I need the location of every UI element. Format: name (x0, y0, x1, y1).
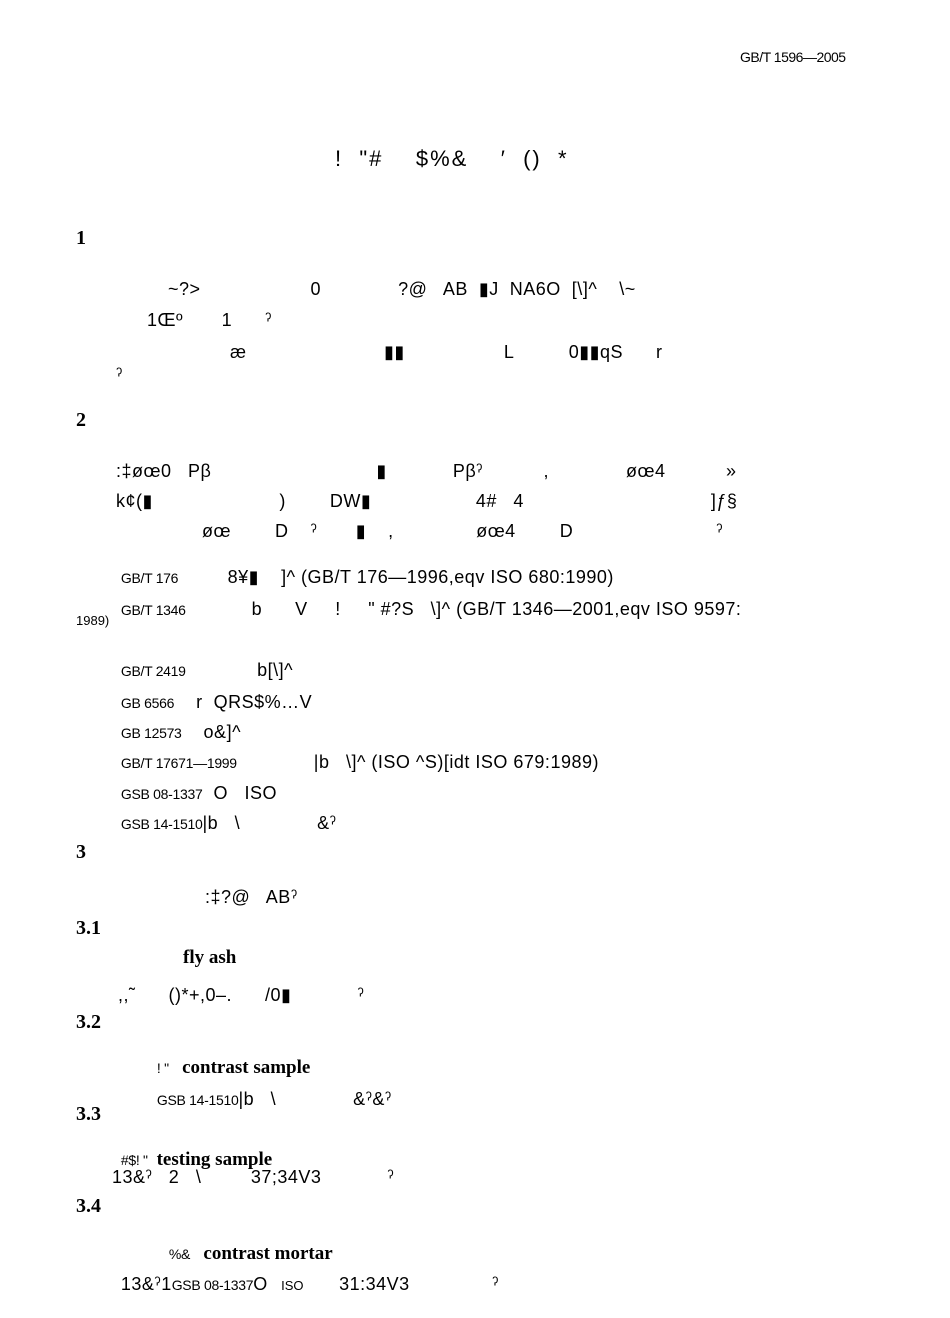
definition-text: |b \ &ˀ&ˀ (238, 1089, 392, 1109)
definition-term (112, 1134, 272, 1169)
section-1-line: æ ▮▮ L 0▮▮qS r (230, 342, 663, 362)
reference-code: GB 12573 (120, 725, 182, 741)
reference-text: b[\]^ (185, 660, 294, 680)
definition-body (148, 1074, 392, 1109)
definition-term (148, 1042, 310, 1077)
definition-code: GSB 08-1337 (171, 1277, 254, 1293)
reference-item (112, 645, 293, 680)
definition-text: 31:34V3 ˀ (339, 1274, 499, 1294)
reference-text: b V ! " #?S \]^ (GB/T 1346—2001,eqv ISO 9597: (185, 599, 742, 619)
reference-code: GB/T 1346 (120, 602, 186, 618)
definition-body: 13&ˀ 2 \ 37;34V3 ˀ (112, 1167, 395, 1187)
section-1-line: 1Œº 1 ˀ (147, 310, 272, 330)
definition-cn-term: #$! " (120, 1152, 148, 1168)
definition-cn-term: %& (168, 1246, 191, 1262)
section-2-line: k¢(▮ ) DW▮ 4# 4 ]ƒ§ (116, 491, 738, 511)
definition-term (160, 1228, 333, 1263)
reference-text: O ISO (202, 783, 277, 803)
reference-code: GB 6566 (120, 695, 175, 711)
section-2-number: 2 (76, 409, 86, 431)
reference-code: GB/T 2419 (120, 663, 186, 679)
definition-body (112, 1259, 499, 1294)
definition-number: 3.2 (76, 1011, 101, 1033)
definition-number: 3.3 (76, 1103, 101, 1125)
reference-wrap: 1989) (76, 613, 110, 628)
definition-english-term: contrast sample (182, 1057, 311, 1078)
page-title: ! "# $%& ′ () * (335, 146, 569, 171)
definition-english-term: fly ash (183, 947, 237, 968)
section-2-line: :‡øœ0 Pβ ▮ Pβˀ , øœ4 » (116, 461, 737, 481)
definition-english-term: contrast mortar (203, 1243, 333, 1264)
reference-text: r QRS$%…V (174, 692, 313, 712)
definition-number: 3.1 (76, 917, 101, 939)
reference-item (112, 798, 336, 833)
reference-text: |b \ &ˀ (202, 813, 337, 833)
section-1-line: ˀ (116, 365, 123, 385)
reference-code: GSB 14-1510 (120, 816, 203, 832)
reference-item (112, 737, 599, 772)
section-1-number: 1 (76, 227, 86, 249)
definition-english-term: testing sample (156, 1149, 273, 1170)
definition-body: ,,˜ ()*+,0–. /0▮ ˀ (118, 985, 365, 1005)
standard-number: GB/T 1596—2005 (740, 49, 846, 65)
reference-text: |b \]^ (ISO ^S)[idt ISO 679:1989) (236, 752, 599, 772)
definition-iso: ISO (281, 1278, 304, 1293)
section-2-line: øœ D ˀ ▮ , øœ4 D ˀ (202, 521, 724, 541)
reference-code: GSB 08-1337 (120, 786, 203, 802)
definition-cn-term: ! " (156, 1060, 169, 1076)
reference-code: GB/T 176 (120, 570, 179, 586)
definition-number: 3.4 (76, 1195, 101, 1217)
reference-text: o&]^ (181, 722, 242, 742)
definition-text-prefix: 13&ˀ1 (120, 1274, 172, 1294)
reference-item (112, 584, 741, 619)
definition-code: GSB 14-1510 (156, 1092, 239, 1108)
reference-item (112, 552, 614, 587)
reference-text: 8¥▮ ]^ (GB/T 176—1996,eqv ISO 680:1990) (178, 567, 614, 587)
section-3-intro: :‡?@ ABˀ (205, 887, 298, 907)
section-3-number: 3 (76, 841, 86, 863)
definition-text-mid: O (253, 1274, 268, 1294)
section-1-line: ~?> 0 ?@ AB ▮J NA6O [\]^ \~ (168, 279, 636, 299)
reference-code: GB/T 17671—1999 (120, 755, 237, 771)
